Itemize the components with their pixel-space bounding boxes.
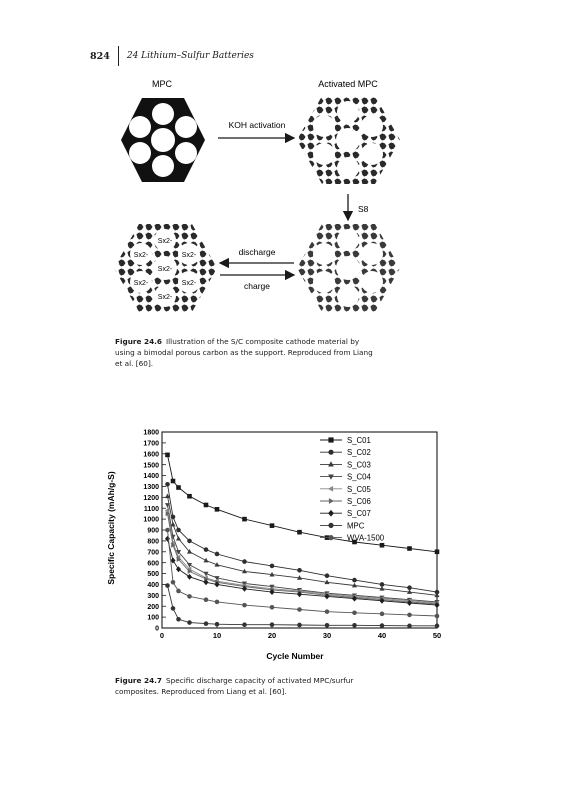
data-point <box>352 623 357 628</box>
data-point <box>407 546 412 551</box>
x-tick-label: 10 <box>212 631 222 640</box>
data-point <box>380 612 385 617</box>
polysulfide-label: Sx2- <box>181 252 197 259</box>
data-point <box>328 510 334 517</box>
legend-label: S_C06 <box>347 497 371 506</box>
x-tick-label: 30 <box>322 631 332 640</box>
y-tick-label: 1700 <box>143 440 159 448</box>
data-point <box>187 574 192 580</box>
legend-label: S_C02 <box>347 448 371 458</box>
data-point <box>242 559 247 564</box>
data-point <box>187 494 192 499</box>
activated-mpc-label: Activated MPC <box>318 79 378 89</box>
data-point <box>270 622 275 627</box>
data-point <box>297 530 302 535</box>
x-tick-label: 40 <box>377 631 387 640</box>
page-number: 824 <box>90 50 110 62</box>
polysulfide-label: Sx2- <box>157 238 173 245</box>
data-point <box>270 523 275 528</box>
data-point <box>242 622 247 627</box>
s8-label: S8 <box>358 204 369 214</box>
data-point <box>328 461 334 466</box>
data-point <box>187 594 192 599</box>
y-tick-label: 0 <box>155 625 159 633</box>
data-point <box>215 600 220 605</box>
data-point <box>328 486 333 492</box>
running-title: 24 Lithium–Sulfur Batteries <box>126 51 254 61</box>
y-axis-label: Specific Capacity (mAh/g-S) <box>106 471 116 585</box>
data-point <box>204 597 209 602</box>
polysulfide-label: Sx2- <box>157 294 173 301</box>
series-line <box>168 505 438 602</box>
y-tick-label: 700 <box>147 549 159 557</box>
y-tick-label: 1600 <box>143 451 159 459</box>
y-tick-label: 1200 <box>143 494 159 502</box>
caption-label: Figure 24.6 <box>115 337 162 346</box>
data-point <box>270 605 275 610</box>
data-point <box>297 607 302 612</box>
data-point <box>165 583 170 588</box>
sulfur-loaded-hexagon <box>297 224 400 312</box>
y-tick-label: 1100 <box>143 505 159 513</box>
y-tick-label: 900 <box>147 527 159 535</box>
figure-24-6-caption <box>115 336 375 369</box>
y-tick-label: 300 <box>147 592 159 600</box>
data-point <box>176 617 181 622</box>
data-point <box>325 609 330 614</box>
polysulfide-hexagon <box>114 224 217 312</box>
x-axis-label: Cycle Number <box>266 651 324 661</box>
data-point <box>171 606 176 611</box>
y-tick-label: 1300 <box>143 484 159 492</box>
y-tick-label: 200 <box>147 603 159 611</box>
data-point <box>176 528 181 533</box>
legend-label: S_C07 <box>347 509 371 519</box>
header-divider <box>118 46 119 66</box>
data-point <box>242 603 247 608</box>
data-point <box>380 543 385 548</box>
polysulfide-label: Sx2- <box>181 280 197 287</box>
data-point <box>204 621 209 626</box>
legend-label: MPC <box>347 521 365 531</box>
data-point <box>176 536 181 541</box>
data-point <box>407 624 412 629</box>
data-point <box>165 453 170 458</box>
data-point <box>328 450 333 455</box>
data-point <box>407 613 412 618</box>
data-point <box>352 578 357 583</box>
polysulfide-label: Sx2- <box>157 266 173 273</box>
data-point <box>204 547 209 552</box>
y-tick-label: 1000 <box>143 516 159 524</box>
data-point <box>242 517 247 522</box>
y-tick-label: 1800 <box>143 429 159 437</box>
data-point <box>325 573 330 578</box>
y-tick-label: 500 <box>147 571 159 579</box>
koh-activation-label: KOH activation <box>228 120 286 130</box>
x-tick-label: 20 <box>267 631 277 640</box>
series-line <box>168 530 438 616</box>
discharge-label: discharge <box>238 247 276 257</box>
running-header <box>90 45 254 67</box>
caption-label: Figure 24.7 <box>115 676 162 685</box>
caption-text: Specific discharge capacity of activated MPC/surfur composites. Reproduced from Liang et al. [60]. <box>115 676 354 696</box>
mpc-hexagon <box>121 98 205 182</box>
series-line <box>168 484 438 592</box>
figure-24-7-chart <box>100 420 450 670</box>
data-point <box>176 485 181 490</box>
data-point <box>328 475 334 480</box>
data-point <box>204 503 209 508</box>
polysulfide-label: Sx2- <box>133 252 149 259</box>
data-point <box>165 528 170 533</box>
y-tick-label: 800 <box>147 538 159 546</box>
series-line <box>168 510 438 603</box>
legend-label: WVA-1500 <box>347 533 385 543</box>
mpc-label: MPC <box>152 79 172 89</box>
polysulfide-label: Sx2- <box>133 280 149 287</box>
legend-label: S_C03 <box>347 460 371 470</box>
data-point <box>215 507 220 512</box>
data-point <box>215 622 220 627</box>
data-point <box>270 564 275 569</box>
charge-label: charge <box>244 281 270 291</box>
caption-text: Illustration of the S/C composite cathode material by using a bimodal porous carbon as the support. Reproduced from Liang et al. [60]. <box>115 337 373 368</box>
legend-label: S_C04 <box>347 472 371 482</box>
data-point <box>187 620 192 625</box>
y-tick-label: 400 <box>147 582 159 590</box>
figure-24-6-schematic <box>100 70 470 340</box>
y-tick-label: 1500 <box>143 462 159 470</box>
data-point <box>380 623 385 628</box>
data-point <box>435 614 440 619</box>
data-point <box>215 552 220 557</box>
figure-24-7-caption <box>115 675 375 697</box>
data-point <box>325 623 330 628</box>
x-tick-label: 50 <box>432 631 442 640</box>
legend-label: S_C01 <box>347 436 371 445</box>
data-point <box>328 535 333 540</box>
series-s-c04 <box>165 503 440 605</box>
data-point <box>329 498 334 504</box>
data-point <box>171 580 176 585</box>
series-line <box>168 496 438 595</box>
activated-mpc-hexagon <box>297 96 400 184</box>
legend-label: S_C05 <box>347 484 371 494</box>
data-point <box>187 539 192 544</box>
series-s-c01 <box>165 453 439 555</box>
y-tick-label: 1400 <box>143 473 159 481</box>
data-point <box>435 624 440 629</box>
data-point <box>328 437 333 442</box>
data-point <box>297 568 302 573</box>
series-s-c06 <box>166 511 440 606</box>
data-point <box>297 623 302 628</box>
data-point <box>176 589 181 594</box>
y-tick-label: 600 <box>147 560 159 568</box>
data-point <box>165 482 170 487</box>
x-tick-label: 0 <box>159 631 165 640</box>
data-point <box>435 549 440 554</box>
data-point <box>328 523 333 528</box>
data-point <box>352 610 357 615</box>
y-tick-label: 100 <box>147 614 159 622</box>
data-point <box>171 479 176 484</box>
